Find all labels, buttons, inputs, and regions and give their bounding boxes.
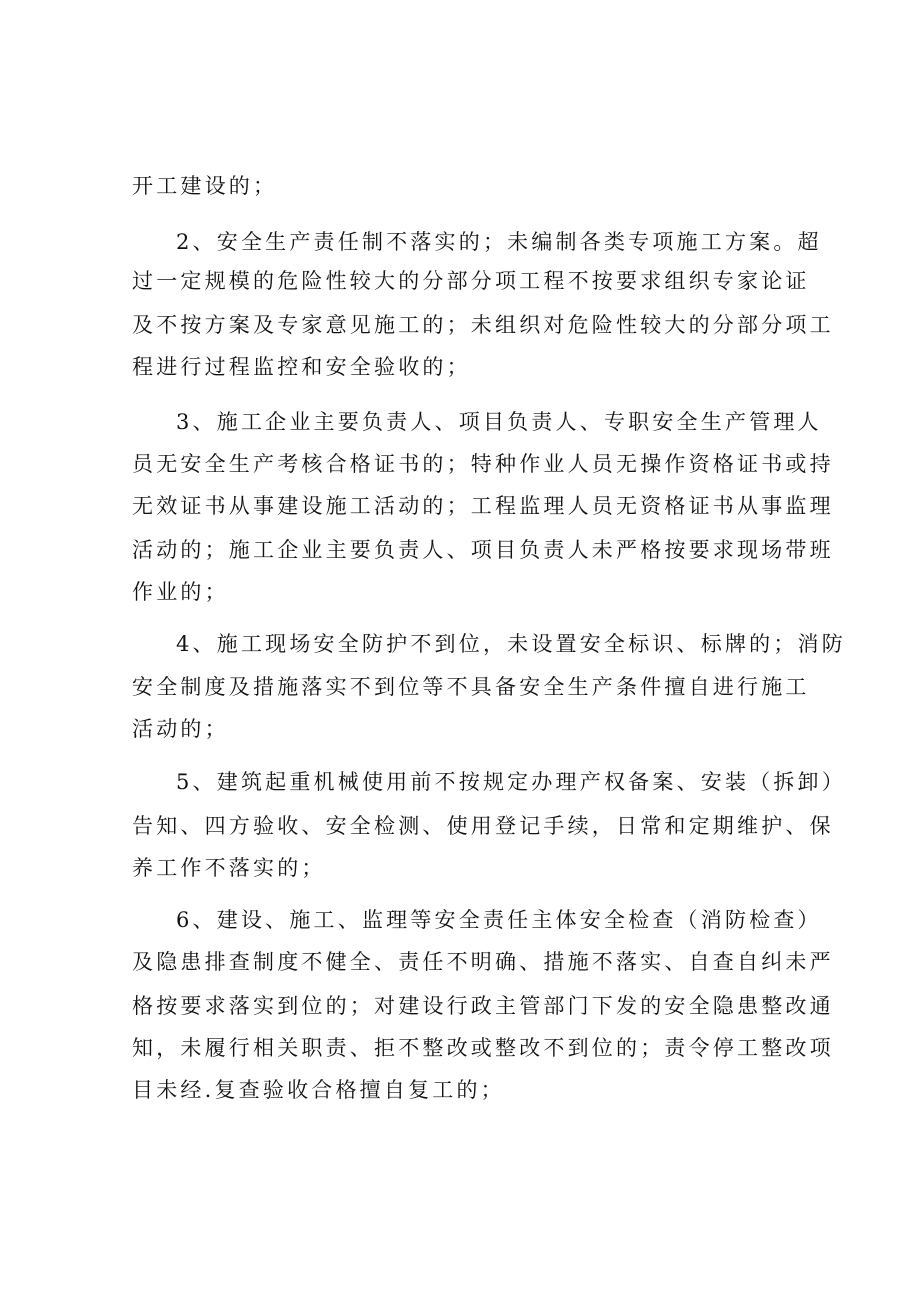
text-line: 作业的； <box>132 580 229 604</box>
text-line: 养工作不落实的； <box>132 856 326 880</box>
text-line: 活动的； <box>132 717 229 741</box>
text-line: 知，未履行相关职责、拒不整改或整改不到位的；责令停工整改项 <box>132 1036 834 1060</box>
text-line: 目未经.复查验收合格擅自复工的； <box>132 1078 505 1102</box>
paragraph-4-first-line: 4、施工现场安全防护不到位，未设置安全标识、标牌的；消防 <box>176 632 846 656</box>
text-line: 程进行过程监控和安全验收的； <box>132 355 471 379</box>
text-line: 安全制度及措施落实不到位等不具备安全生产条件擅自进行施工 <box>132 675 810 699</box>
paragraph-5-first-line: 5、建筑起重机械使用前不按规定办理产权备案、安装（拆卸） <box>176 770 846 794</box>
text-line: 开工建设的； <box>132 174 278 198</box>
paragraph-2-first-line: 2、安全生产责任制不落实的；未编制各类专项施工方案。超 <box>176 230 822 254</box>
text-line: 过一定规模的危险性较大的分部分项工程不按要求组织专家论证 <box>132 269 810 293</box>
text-line: 告知、四方验收、安全检测、使用登记手续，日常和定期维护、保 <box>132 814 834 838</box>
paragraph-6-first-line: 6、建设、施工、监理等安全责任主体安全检查（消防检查） <box>176 908 822 932</box>
text-line: 格按要求落实到位的；对建设行政主管部门下发的安全隐患整改通 <box>132 994 834 1018</box>
paragraph-3-first-line: 3、施工企业主要负责人、项目负责人、专职安全生产管理人 <box>176 410 822 434</box>
text-line: 及隐患排查制度不健全、责任不明确、措施不落实、自查自纠未严 <box>132 950 834 974</box>
text-line: 活动的；施工企业主要负责人、项目负责人未严格按要求现场带班 <box>132 538 834 562</box>
text-line: 员无安全生产考核合格证书的；特种作业人员无操作资格证书或持 <box>132 452 834 476</box>
text-line: 无效证书从事建设施工活动的；工程监理人员无资格证书从事监理 <box>132 494 834 518</box>
text-line: 及不按方案及专家意见施工的；未组织对危险性较大的分部分项工 <box>132 313 834 337</box>
